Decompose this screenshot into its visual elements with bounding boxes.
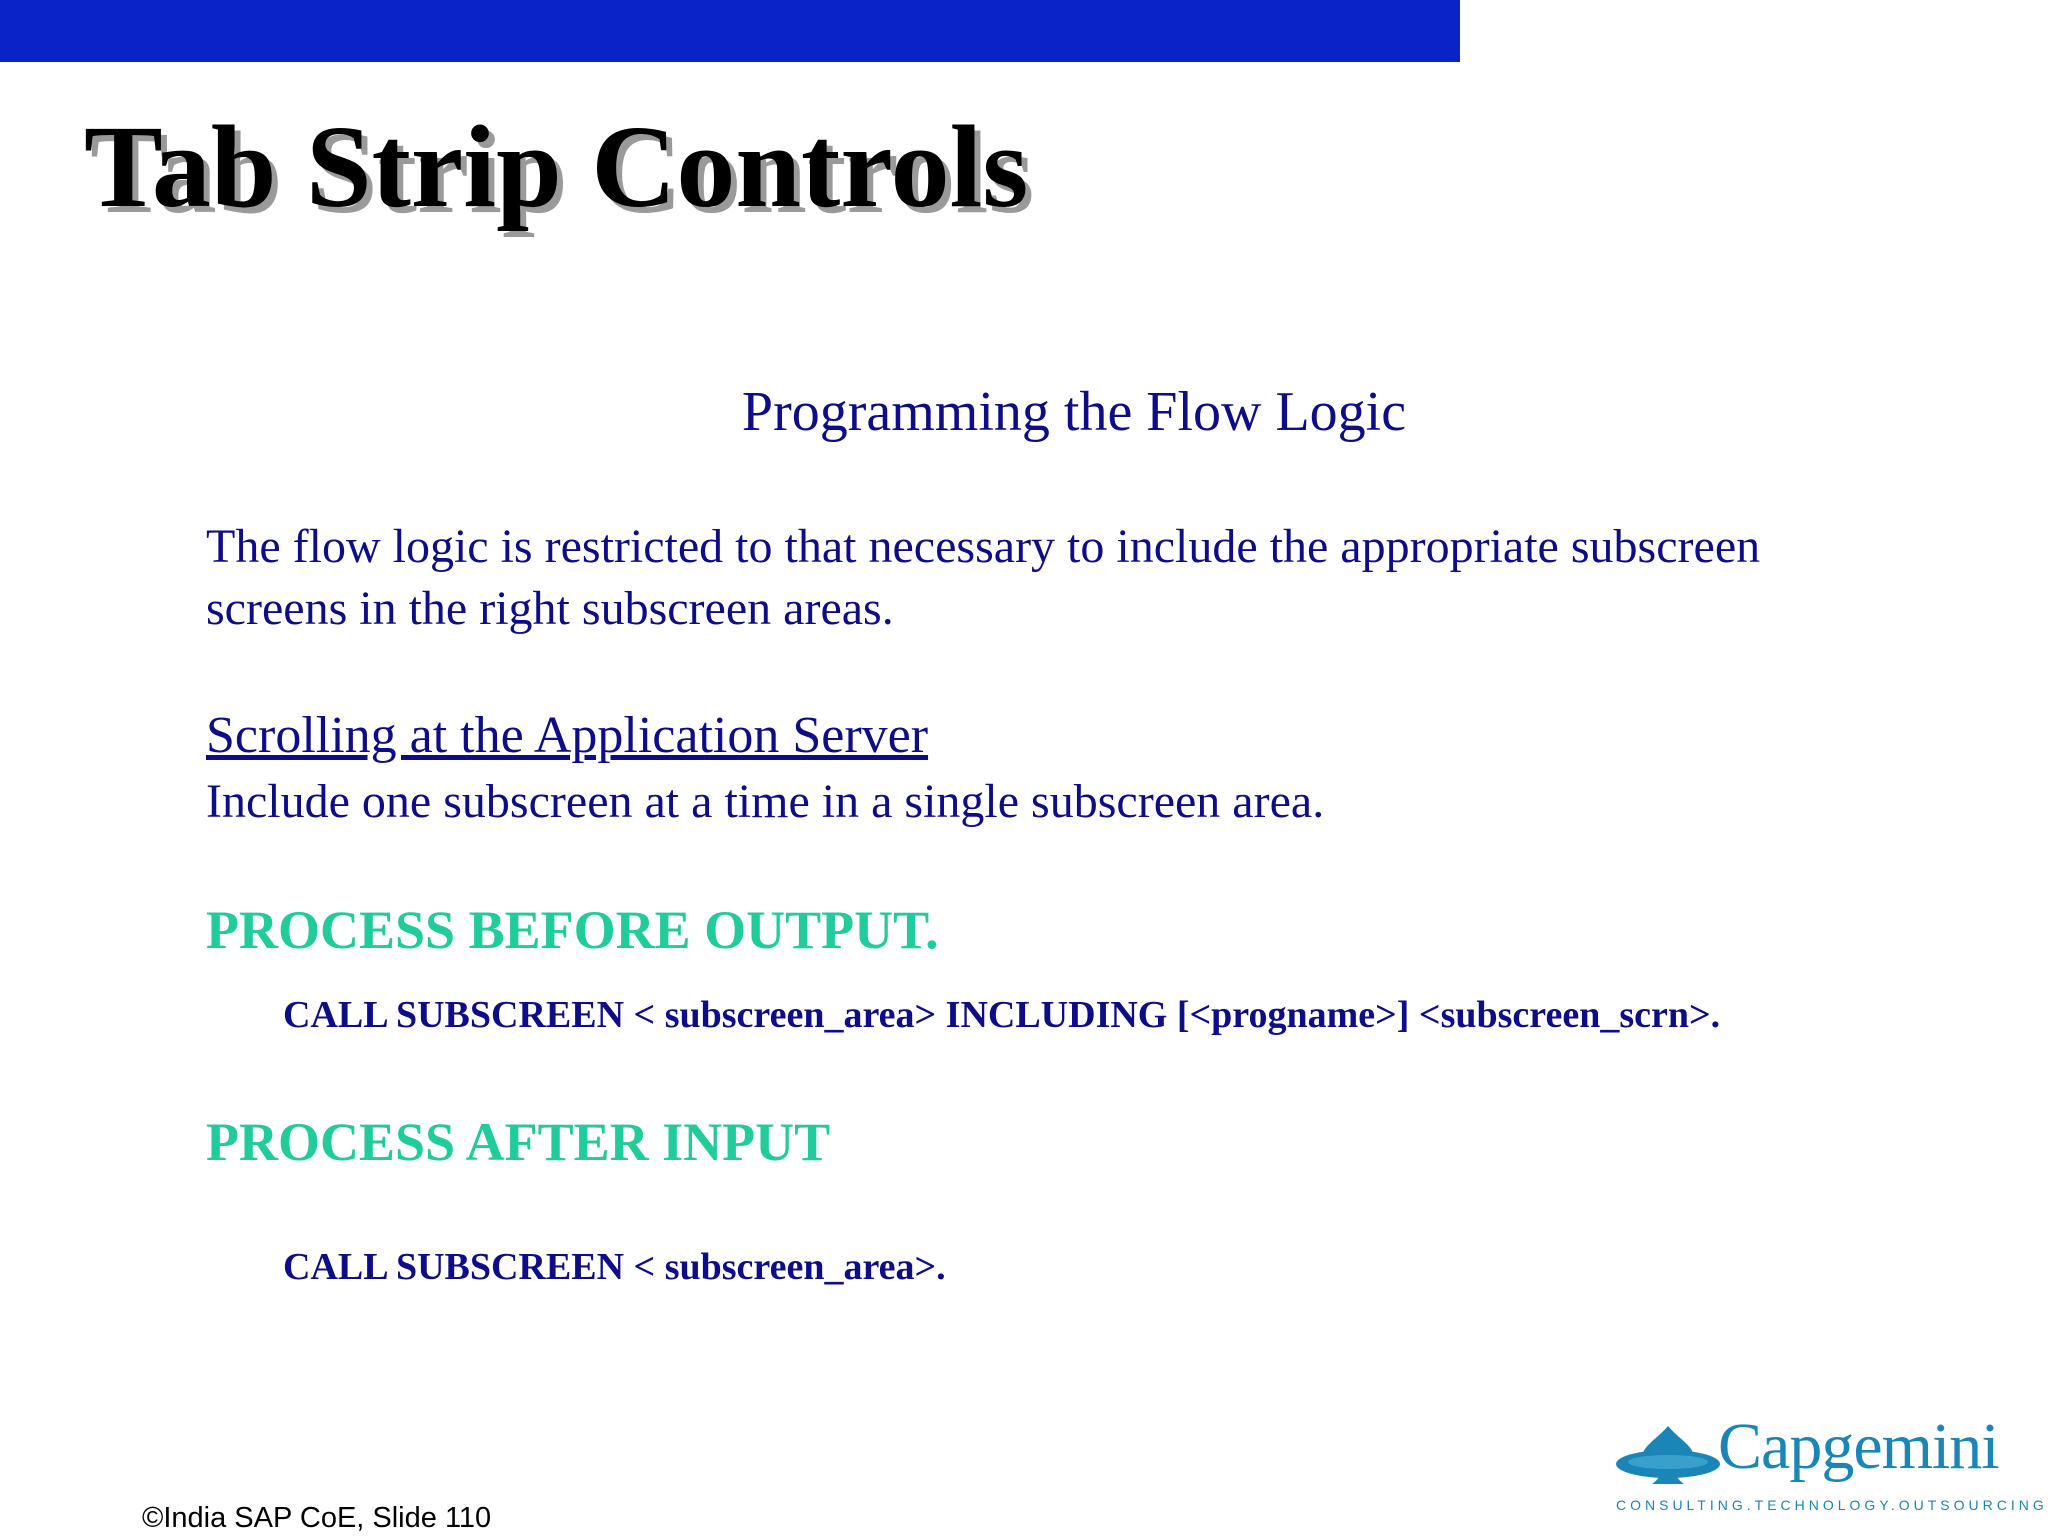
slide-subtitle: Programming the Flow Logic: [741, 381, 1407, 443]
pbo-code-line: CALL SUBSCREEN < subscreen_area> INCLUDING [<progname>] <subscreen_scrn>.: [283, 994, 1721, 1036]
section-text: Include one subscreen at a time in a single subscreen area.: [206, 775, 1325, 828]
footer-copyright: ©India SAP CoE, Slide 110: [142, 1502, 492, 1534]
pai-code-line: CALL SUBSCREEN < subscreen_area>.: [283, 1246, 946, 1288]
logo-wordmark: Capgemini: [1718, 1410, 1999, 1483]
spade-icon: [1612, 1422, 1722, 1492]
slide-title: Tab Strip Controls: [84, 101, 1029, 232]
capgemini-logo: [1612, 1410, 2048, 1520]
section-heading: Scrolling at the Application Server: [206, 707, 929, 764]
intro-paragraph: The flow logic is restricted to that necessary to include the appropriate subscreen screens in the right subscreen areas.: [206, 520, 1761, 635]
logo-tagline: CONSULTING.TECHNOLOGY.OUTSOURCING: [1616, 1497, 2048, 1513]
pbo-keyword: PROCESS BEFORE OUTPUT.: [206, 900, 939, 960]
top-accent-bar: [0, 0, 1460, 62]
pai-keyword: PROCESS AFTER INPUT: [206, 1112, 831, 1172]
